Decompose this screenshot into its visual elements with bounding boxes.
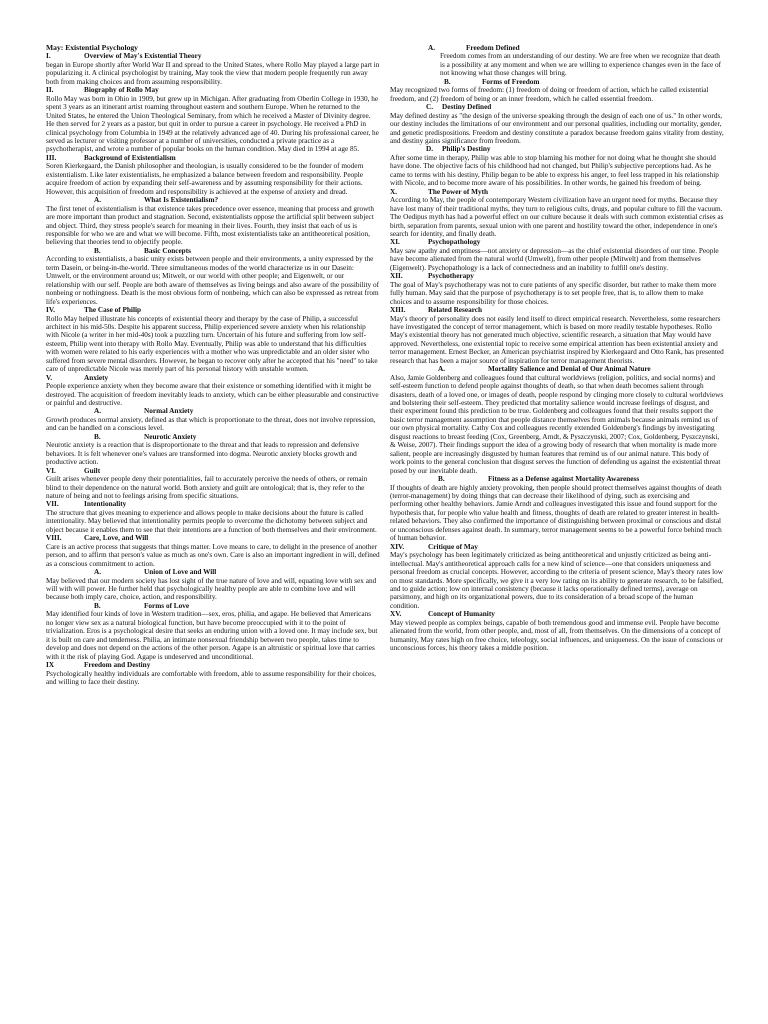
heading-label: Philip's Destiny [442, 145, 491, 154]
heading-number: IV. [46, 306, 55, 315]
heading-label: Basic Concepts [144, 246, 191, 255]
heading-label: Guilt [84, 466, 101, 475]
heading-forms-of-freedom [390, 78, 724, 86]
section-paragraph: Also, Jamie Goldenberg and colleagues found that cultural worldviews (religion, politics, and social norms) and self-esteem function to defend people against thoughts of death, so that when death becomes salient through disasters, death of a loved one, or images of death, people respond by clinging more closely to cultural worldviews and bolstering their self-esteem. They predicted that mortality salience would increase feelings of disgust, and their experiment found this prediction to be true. Goldenberg and colleagues found that their results support the basic terror management assumption that people distance themselves from animals because animals remind us of our own physical mortality. Cathy Cox and colleagues recently extended Goldenberg's findings by investigating disgust reactions to breast feeding (Cox, Greenberg, Arndt, & Pyszczynski, 2007; Cox, Goldenberg, Pyszczynski, & Weise, 2007). Their findings support the idea of a growing body of research that when mortality is made more salient, people are increasingly disgusted by human features that remind us of our animal nature. This body of work points to the general conclusion that disgust serves the function of defending us against the existential threat posed by our inevitable death. [390, 373, 724, 475]
heading-number: B. [94, 432, 101, 441]
heading-label: Forms of Love [144, 601, 190, 610]
heading-label: Freedom and Destiny [84, 661, 151, 670]
heading-number: A. [94, 407, 102, 416]
heading-number: B. [94, 601, 101, 610]
section-paragraph: Neurotic anxiety is a reaction that is disproportionate to the threat and that leads to repression and defensive behaviors. It is felt whenever one's values are transformed into dogma. Neurotic anxiety blocks growth and productive action. [46, 441, 360, 467]
heading-label: The Case of Philip [84, 306, 141, 315]
heading-number: D. [426, 145, 434, 154]
heading-label: Destiny Defined [442, 103, 492, 112]
heading-label: Union of Love and Will [144, 568, 217, 577]
section-paragraph: May saw apathy and emptiness—not anxiety or depression—as the chief existential disorders of our time. People have become alienated from the natural world (Umwelt), from other people (Mitwelt) and from themselves (Eigenwelt). Psychopathology is a lack of connectedness and an inability to fulfill one's destiny. [390, 246, 719, 272]
heading-neurotic-anxiety [46, 433, 380, 441]
heading-number: A. [94, 568, 102, 577]
heading-philip-s-destiny [390, 145, 724, 153]
heading-union-of-love-and-will [46, 568, 380, 576]
heading-label: Freedom Defined [466, 44, 520, 52]
heading-label: Overview of May's Existential Theory [84, 52, 202, 61]
heading-critique-of-may [390, 543, 724, 551]
heading-label: Critique of May [428, 542, 478, 551]
heading-number: VII. [46, 500, 59, 509]
heading-number: C. [426, 103, 434, 112]
heading-number: B. [438, 475, 445, 484]
section-paragraph: According to existentialists, a basic unity exists between people and their environments, a unity expressed by the term Dasein, or being-in-the-world. Three simultaneous modes of the world characterize us in our Dasein: Umwelt, or the environment around us; Mitwelt, or our world with other people; and Eigenwelt, or our relationship with our self. People are both aware of themselves as living beings and also aware of the possibility of nonbeing or nothingness. Death is the most obvious form of nonbeing, which can also be expressed as retreat from life's experiences. [46, 255, 380, 306]
section-paragraph: According to May, the people of contemporary Western civilization have an urgent need for myths. Because they have lost many of their traditional myths, they turn to religious cults, drugs, and popular culture to fill the vacuum. The Oedipus myth has had a powerful effect on our culture because it deals with such common existential crises as birth, separation from parents, sexual union with one parent and hostility toward the other, independence in one's search for identity, and finally death. [390, 196, 724, 238]
section-paragraph: May identified four kinds of love in Western tradition—sex, eros, philia, and agape. He believed that Americans no longer view sex as a natural biological function, but have become preoccupied with it to the point of trivialization. Eros is a psychological desire that seeks an enduring union with a loved one. It may include sex, but it is built on care and tenderness. Philia, an intimate nonsexual friendship between two people, takes time to develop and does not depend on the actions of the other person. Agape is an altruistic or spiritual love that carries with it the risk of playing God. Agape is undeserved and unconditional. [46, 610, 378, 661]
heading-number: A. [428, 44, 436, 52]
section-paragraph: May believed that our modern society has lost sight of the true nature of love and will, equating love with sex and will with will power. He further held that psychologically healthy people are able to combine love and will because both imply care, choice, action, and responsibility. [46, 576, 377, 602]
heading-intentionality [46, 500, 380, 508]
heading-label: Neurotic Anxiety [144, 432, 197, 441]
heading-psychotherapy [390, 272, 724, 280]
section-paragraph: May's theory of personality does not easily lend itself to direct empirical research. Nevertheless, some researchers have investigated the concept of terror management, which is based on more readily testable hypotheses. Rollo May's existential theory has not generated much objective, scientific research, a situation that May would have approved. Nevertheless, one existential topic to receive some empirical attention has been existential anxiety and terror management. Ernest Becker, an American psychiatrist inspired by Kierkegaard and Otto Rank, has presented research that has been a major source of inspiration for terror management theorists. [390, 314, 724, 365]
heading-mortality-salience-and-denial-of-our-ani [390, 365, 724, 373]
section-paragraph: Growth produces normal anxiety, defined as that which is proportionate to the threat, does not involve repression, and can be handled on a conscious level. [46, 415, 376, 433]
heading-label: Background of Existentialism [84, 153, 176, 162]
heading-label: What Is Existentialism? [144, 196, 219, 205]
heading-what-is-existentialism [46, 196, 380, 204]
heading-fitness-as-a-defense-against-mortality-a [390, 475, 724, 483]
heading-number: B. [444, 77, 451, 86]
heading-basic-concepts [46, 247, 380, 255]
heading-number: III. [46, 153, 57, 162]
heading-number: XIV. [390, 542, 405, 551]
heading-label: Related Research [428, 306, 483, 315]
section-paragraph: People experience anxiety when they become aware that their existence or something identified with it might be destroyed. The acquisition of freedom inevitably leads to anxiety, which can be either pleasurable and constructive or painful and destructive. [46, 382, 379, 408]
section-paragraph: The first tenet of existentialism is that existence takes precedence over essence, meaning that process and growth are more important than product and stagnation. Second, existentialists oppose the artificial split between subject and object. Third, they stress people's search for meaning in their lives. Fourth, they insist that each of us is responsible for who we are and what we will become. Fifth, most existentialists take an antitheoretical position, believing that theories tend to objectify people. [46, 204, 374, 247]
section-paragraph: Guilt arises whenever people deny their potentialities, fail to accurately perceive the needs of others, or remain blind to their dependence on the natural world. Both anxiety and guilt are ontological; that is, they refer to the nature of being and not to feelings arising from specific situations. [46, 475, 368, 501]
heading-label: Anxiety [84, 373, 109, 382]
section-paragraph: May recognized two forms of freedom: (1) freedom of doing or freedom of action, which he called existential freedom, and (2) freedom of being or an inner freedom, which he called essential freedom. [390, 86, 709, 103]
heading-guilt [46, 467, 380, 475]
heading-number: IX [46, 661, 55, 670]
heading-number: B. [94, 246, 101, 255]
section-paragraph: The goal of May's psychotherapy was not to cure patients of any specific disorder, but rather to make them more fully human. May said that the purpose of psychotherapy is to set people free, that is, to allow them to make choices and to assume responsibility for those choices. [390, 280, 717, 306]
heading-label: Care, Love, and Will [84, 534, 149, 543]
heading-number: XI. [390, 238, 400, 247]
left-column [46, 44, 380, 1024]
heading-number: II. [46, 86, 54, 95]
heading-concept-of-humanity [390, 610, 724, 618]
heading-label: Fitness as a Defense against Mortality Awareness [488, 475, 640, 484]
heading-background-of-existentialism [46, 154, 380, 162]
section-paragraph: Care is an active process that suggests that things matter. Love means to care, to delight in the presence of another person, and to affirm that person's value as much as one's own. Care is also an important ingredient in will, defined as a conscious commitment to action. [46, 542, 380, 568]
heading-number: A. [94, 196, 102, 205]
heading-care-love-and-will [46, 534, 380, 542]
section-paragraph: Rollo May helped illustrate his concepts of existential theory and therapy by the case of Philip, a successful architect in his mid-50s. Despite his apparent success, Philip experienced severe anxiety when his relationship with Nicole (a writer in her mid-40s) took a puzzling turn. Uncertain of his future and suffering from low self-esteem, Philip went into therapy with Rollo May. Eventually, Philip was able to understand that his difficulties with women were related to his early experiences with a mother who was unpredictable and an older sister who suffered from severe mental disorders. However, he began to recover only after he accepted that his "need" to take care of unpredictable Nicole was merely part of his personal history with unstable women. [46, 314, 378, 374]
heading-psychopathology [390, 238, 724, 246]
heading-number: XII. [390, 272, 403, 281]
heading-number: VIII. [46, 534, 62, 543]
section-paragraph: Rollo May was born in Ohio in 1909, but grew up in Michigan. After graduating from Oberlin College in 1930, he spent 3 years as an itinerant artist roaming throughout eastern and southern Europe. When he returned to the United States, he entered the Union Theological Seminary, from which he received a Master of Divinity degree. He then served for 2 years as a pastor, but quit in order to pursue a career in psychology. He received a PhD in clinical psychology from Columbia in 1949 at the relatively advanced age of 40. During his professional career, he served as lecturer or visiting professor at a number of universities, conducted a private practice as a psychotherapist, and wrote a number of popular books on the human condition. May died in 1994 at age 85. [46, 94, 379, 154]
heading-label: Mortality Salience and Denial of Our Animal Nature [488, 365, 651, 374]
section-paragraph: Freedom comes from an understanding of our destiny. We are free when we recognize that death is a possibility at any moment and when we are willing to experience changes even in the face of not knowing what those changes will bring. [440, 52, 722, 78]
heading-normal-anxiety [46, 407, 380, 415]
heading-the-case-of-philip [46, 306, 380, 314]
heading-number: X. [390, 187, 398, 196]
section-paragraph: May viewed people as complex beings, capable of both tremendous good and immense evil. People have become alienated from the world, from other people, and, most of all, from themselves. On the dimensions of a concept of humanity, May rates high on free choice, teleology, social influences, and uniqueness. On the issue of conscious or unconscious forces, his theory takes a middle position. [390, 618, 723, 653]
heading-destiny-defined [390, 103, 724, 111]
heading-label: Biography of Rollo May [84, 86, 159, 95]
heading-label: Concept of Humanity [428, 610, 495, 619]
heading-number: VI. [46, 466, 56, 475]
heading-the-power-of-myth [390, 188, 724, 196]
heading-anxiety [46, 374, 380, 382]
heading-related-research [390, 306, 724, 314]
heading-number: XV. [390, 610, 402, 619]
heading-overview-of-may-s-existential-theory [46, 52, 380, 60]
section-paragraph: Soren Kierkegaard, the Danish philosopher and theologian, is usually considered to be the founder of modern existentialism. Like later existentialists, he emphasized a balance between freedom and responsibility. People acquire freedom of action by expanding their self-awareness and by assuming responsibility for their actions. However, this acquisition of freedom and responsibility is achieved at the expense of anxiety and dread. [46, 162, 364, 196]
heading-label: Psychopathology [428, 238, 481, 247]
heading-label: Psychotherapy [428, 272, 474, 281]
section-paragraph: If thoughts of death are highly anxiety provoking, then people should protect themselves against thoughts of death (terror-management) by doing things that can decrease their likelihood of dying, such as exercising and performing other healthy behaviors. Jamie Arndt and colleagues investigated this issue and found support for the hypothesis that, for people who value health and fitness, thoughts of death are related to greater interest in health-related behaviors. They also confirmed the importance of distinguishing between proximal or conscious and distal or unconscious defenses against death. In summary, terror management seems to be a powerful force behind much of human behavior. [390, 483, 722, 543]
heading-label: The Power of Myth [428, 187, 489, 196]
heading-label: Forms of Freedom [482, 77, 540, 86]
heading-biography-of-rollo-may [46, 86, 380, 94]
right-column [390, 44, 724, 1024]
heading-forms-of-love [46, 602, 380, 610]
heading-number: I. [46, 52, 51, 61]
heading-number: XIII. [390, 306, 406, 315]
heading-number: V. [46, 373, 53, 382]
section-paragraph: began in Europe shortly after World War II and spread to the United States, where Rollo May played a large part in popularizing it. A clinical psychologist by training, May took the view that modern people frequently run away both from making choices and from assuming responsibility. [46, 60, 380, 86]
section-paragraph: The structure that gives meaning to experience and allows people to make decisions about the future is called intentionality. May believed that intentionality permits people to overcome the dichotomy between subject and object because it enables them to see that their intentions are a function of both themselves and their environment. [46, 508, 377, 534]
section-paragraph: After some time in therapy, Philip was able to stop blaming his mother for not doing what he thought she should have done. The objective facts of his childhood had not changed, but Philip's subjective perceptions had. As he came to terms with his destiny, Philip began to be able to express his anger, to feel less trapped in his relationship with Nicole, and to become more aware of his possibilities. In other words, he gained his freedom of being. [390, 153, 719, 188]
heading-label: Normal Anxiety [144, 407, 194, 416]
heading-freedom-and-destiny [46, 661, 380, 669]
heading-number: A. [438, 365, 446, 374]
heading-freedom-defined [390, 44, 724, 52]
section-paragraph: May defined destiny as "the design of the universe speaking through the design of each one of us." In other words, our destiny includes the limitations of our environment and our personal qualities, including our mortality, gender, and genetic predispositions. Freedom and destiny constitute a paradox because freedom gains vitality from destiny, and destiny gains significance from freedom. [390, 111, 724, 145]
section-paragraph: May's psychology has been legitimately criticized as being antitheoretical and unjustly criticized as being anti-intellectual. May's antitheoretical approach calls for a new kind of science—one that considers uniqueness and personal freedom as crucial concepts. However, according to the criteria of present science, May's theory rates low on most standards. More specifically, we give it a very low rating on its ability to generate research, to be falsified, and to guide action; low on internal consistency (because it lacks operationally defined terms), average on parsimony, and high on its organizational powers, due to its consideration of a broad scope of the human condition. [390, 551, 723, 610]
document-title: May: Existential Psychology [46, 43, 138, 52]
heading-label: Intentionality [84, 500, 127, 509]
section-paragraph: Psychologically healthy individuals are comfortable with freedom, able to assume responsibility for their choices, and willing to face their destiny. [46, 669, 376, 686]
